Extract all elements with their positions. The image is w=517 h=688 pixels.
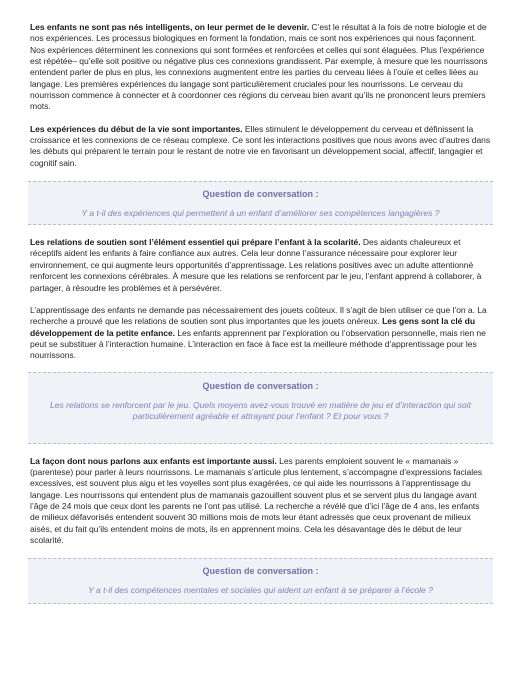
paragraph-body: Elles stimulent le développement du cerveau et définissent la croissance et les connexions de ce réseau complexe. Ce sont les interactions positives que nous avons avec d’autres dans les débuts qui préparent le terrain pour le restant de notre vie en favorisant un développement social, affectif, langagier et cognitif sain. <box>30 123 491 168</box>
paragraph-brain-development <box>30 22 491 113</box>
paragraph-body: L’apprentissage des enfants ne demande pas nécessairement des jouets coûteux. Il s’agit de bien utiliser ce que l’on a. La recherche a prouvé que les relations de soutien sont plus importantes que les jouets onéreux. <box>30 304 487 327</box>
paragraph-lead-bold: La façon dont nous parlons aux enfants est importante aussi. <box>30 455 277 466</box>
conversation-question-box <box>28 372 493 444</box>
question-text: Les relations se renforcent par le jeu. Quels moyens avez-vous trouvé en matière de jeu et d’interaction qui soit particulièrement agréable et attrayant pour l’enfant ? Et pour vous ? <box>50 399 471 421</box>
paragraph-body: C’est le résultat à la fois de notre biologie et de nos expériences. Les processus biologiques en forment la fondation, mais ce sont nos expériences qui nous façonnent. Nos expériences déterminent les connexions qui sont formées et renforcées et celles qui sont élaguées. Plus l’expérience est répétée– qu’elle soit positive ou négative plus ces connexions grandissent. Par exemple, à mesure que les nourrissons entendent parler de plus en plus, les connexions augmentent entre les parties du cerveau liées à l’ouïe et celles liées au langage. Les premières expériences du langage sont particulièrement cruciales pour les nourrissons. Le cerveau du nourrisson commence à connecter et à coordonner ces régions du cerveau bien avant qu’ils ne prononcent leurs premiers mots. <box>30 22 488 112</box>
question-title: Question de conversation : <box>202 189 319 200</box>
paragraph-lead-bold: Les expériences du début de la vie sont importantes. <box>30 123 243 134</box>
paragraph-learning-without-toys <box>30 305 491 362</box>
paragraph-key-bold: Les gens sont la clé du développement de la petite enfance. <box>30 316 476 338</box>
conversation-question-box <box>28 181 493 225</box>
question-title: Question de conversation : <box>202 566 319 577</box>
paragraph-how-we-talk <box>30 456 491 547</box>
paragraph-lead-bold: Les relations de soutien sont l’élément essentiel qui prépare l’enfant à la scolarité. <box>30 237 361 248</box>
paragraph-body: Les enfants apprennent par l’exploration ou l’observation personnelle, mais rien ne peut se substituer à l’interaction humaine. L’interaction en face à face est la meilleure méthode d’apprentissage pour les nourrissons. <box>30 327 486 361</box>
conversation-question-box <box>28 558 493 604</box>
question-title: Question de conversation : <box>202 380 319 391</box>
paragraph-supportive-relationships <box>30 237 491 294</box>
question-text: Y a t-il des expériences qui permettent à un enfant d’améliorer ses compétences langagières ? <box>81 208 440 219</box>
paragraph-body: Des aidants chaleureux et réceptifs aident les enfants à faire confiance aux autres. Cela leur donne l’assurance nécessaire pour explorer leur environnement, ce qui augmente leurs opportunités d’apprentissage. Les relations positives avec un adulte attentionné renforcent les connexions cérébrales. À mesure que les relations se renforcent par le jeu, l’enfant apprend à collaborer, à partager, à résoudre les problèmes et à persévérer. <box>30 237 482 293</box>
question-text: Y a t-il des compétences mentales et sociales qui aident un enfant à se préparer à l’école ? <box>88 585 433 596</box>
paragraph-early-experiences <box>30 124 491 169</box>
paragraph-body: Les parents emploient souvent le « mamanais » (parentese) pour parler à leurs nourrissons. Le mamanais s’articule plus lentement, s’accompagne d’expressions faciales excessives, est souvent plus aigu et les voyelles sont plus exagérées, ce qui aide les nourrissons à l’apprentissage du langage. Les nourrissons qui entendent plus de mamanais gazouillent souvent plus et se servent plus du langage avant l’âge de 24 mois que ceux dont les parents ne l’ont pas utilisé. La recherche a révélé que d’ici l’âge de 4 ans, les enfants de milieux défavorisés entendent souvent 30 millions mois de mots leur étant adressés que ceux provenant de milieux aisés, et du fait qu’ils entendent moins de mots, ils en apprennent moins. Cela les désavantage dès le début de leur scolarité. <box>30 455 483 545</box>
paragraph-lead-bold: Les enfants ne sont pas nés intelligents, on leur permet de le devenir. <box>30 22 310 32</box>
